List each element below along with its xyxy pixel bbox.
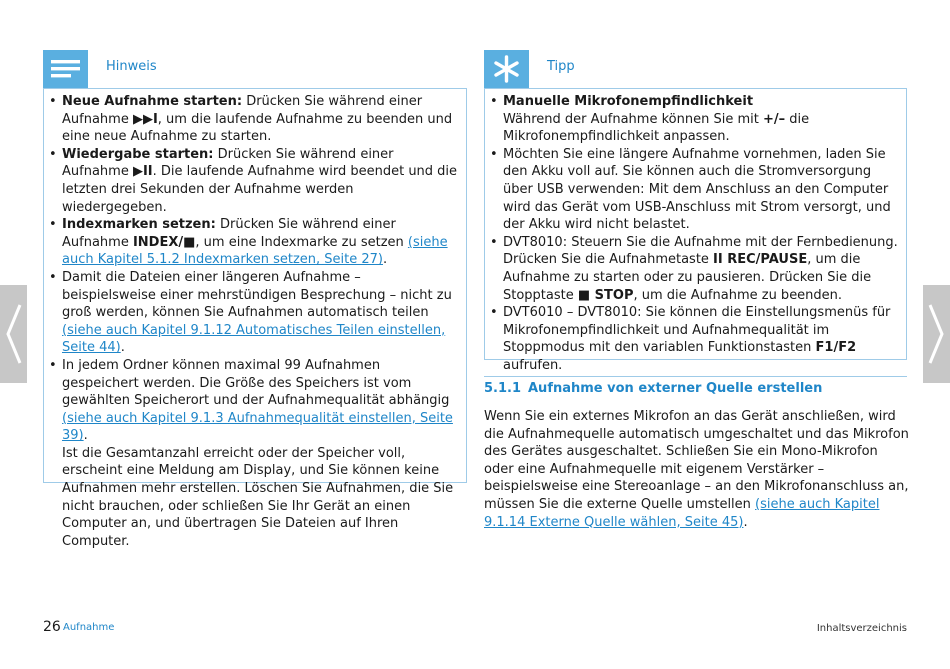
list-item: • Indexmarken setzen: Drücken Sie während einer Aufnahme INDEX/■, um eine Indexmarke zu setzen (siehe auch Kapitel 5.1.2 Indexmarken setzen, Seite 27). <box>44 216 458 269</box>
link-externe-quelle[interactable]: (siehe auch Kapitel 9.1.14 Externe Quelle wählen, Seite 45) <box>484 496 880 530</box>
section-title: Aufnahme von externer Quelle erstellen <box>528 381 823 396</box>
tipp-title: Tipp <box>547 59 575 74</box>
prev-page-button[interactable] <box>0 285 27 383</box>
link-indexmarken[interactable]: (siehe auch Kapitel 5.1.2 Indexmarken setzen, Seite 27) <box>62 234 448 268</box>
next-page-button[interactable] <box>923 285 950 383</box>
note-lines-icon <box>43 50 88 88</box>
footer-section-link[interactable]: Aufnahme <box>63 622 115 633</box>
hinweis-title: Hinweis <box>106 59 157 74</box>
list-item: • Möchten Sie eine längere Aufnahme vornehmen, laden Sie den Akku voll auf. Sie können auch die Stromversorgung über USB verwenden: Mit dem Anschluss an den Computer wird das Gerät vom USB-Anschluss mit Strom versorgt, und der Akku wird nicht belastet. <box>485 146 898 234</box>
tipp-box <box>484 88 907 373</box>
asterisk-icon <box>484 50 529 88</box>
section-paragraph: Wenn Sie ein externes Mikrofon an das Gerät anschließen, wird die Aufnahmequelle automatisch umgeschaltet und das Mikrofon des Gerätes ausgeschaltet. Schließen Sie ein Mono-Mikrofon oder eine Aufnahmequelle mit eigenem Verstärker – beispielsweise eine Stereoanlage – an den Mikrofonanschluss an, müssen Sie die externe Quelle umstellen (siehe auch Kapitel 9.1.14 Externe Quelle wählen, Seite 45). <box>484 409 909 530</box>
link-automatisches-teilen[interactable]: (siehe auch Kapitel 9.1.12 Automatisches Teilen einstellen, Seite 44) <box>62 322 446 356</box>
section-divider <box>484 376 907 377</box>
list-item: • DVT8010: Steuern Sie die Aufnahme mit der Fernbedienung. Drücken Sie die Aufnahmetaste II REC/PAUSE, um die Aufnahme zu starten oder zu pausieren. Drücken Sie die Stopptaste ■ STOP, um die Aufnahme zu beenden. <box>485 234 898 304</box>
list-item: • DVT6010 – DVT8010: Sie können die Einstellungsmenüs für Mikrofonempfindlichkeit und Aufnahmequalität im Stoppmodus mit den variablen Funktionstasten F1/F2 aufrufen. <box>485 304 898 374</box>
chevron-right-icon <box>923 285 950 383</box>
list-item: • Neue Aufnahme starten: Drücken Sie während einer Aufnahme ▶▶I, um die laufende Aufnahme zu beenden und eine neue Aufnahme zu starten. <box>44 93 458 146</box>
hinweis-header <box>43 50 466 88</box>
tipp-header <box>484 50 907 88</box>
list-item: • Damit die Dateien einer längeren Aufnahme – beispielsweise einer mehrstündigen Besprechung – nicht zu groß werden, können Sie Aufnahmen automatisch teilen (siehe auch Kapitel 9.1.12 Automatisches Teilen einstellen, Seite 44). <box>44 269 458 357</box>
list-item: • Manuelle Mikrofonempfindlichkeit Während der Aufnahme können Sie mit +/– die Mikrofonempfindlichkeit anpassen. <box>485 93 898 146</box>
chevron-left-icon <box>0 285 27 383</box>
list-item: • Wiedergabe starten: Drücken Sie während einer Aufnahme ▶II. Die laufende Aufnahme wird beendet und die letzten drei Sekunden der Aufnahme werden wiedergegeben. <box>44 146 458 216</box>
link-aufnahmequalitaet[interactable]: (siehe auch Kapitel 9.1.3 Aufnahmequalität einstellen, Seite 39) <box>62 410 453 444</box>
hinweis-box <box>43 88 467 549</box>
page-number: 26 <box>43 619 61 635</box>
list-item: • In jedem Ordner können maximal 99 Aufnahmen gespeichert werden. Die Größe des Speichers ist vom gewählten Speicherort und der Aufnahmequalität abhängig (siehe auch Kapitel 9.1.3 Aufnahmequalität einstellen, Seite 39). Ist die Gesamtanzahl erreicht oder der Speicher voll, erscheint eine Meldung am Display, und Sie können keine Aufnahmen mehr erstellen. Löschen Sie Aufnahmen, die Sie nicht brauchen, oder schließen Sie Ihr Gerät an einen Computer an, und übertragen Sie Dateien auf Ihren Computer. <box>44 357 458 551</box>
table-of-contents-link[interactable]: Inhaltsverzeichnis <box>816 623 907 634</box>
section-number: 5.1.1 <box>484 381 522 396</box>
